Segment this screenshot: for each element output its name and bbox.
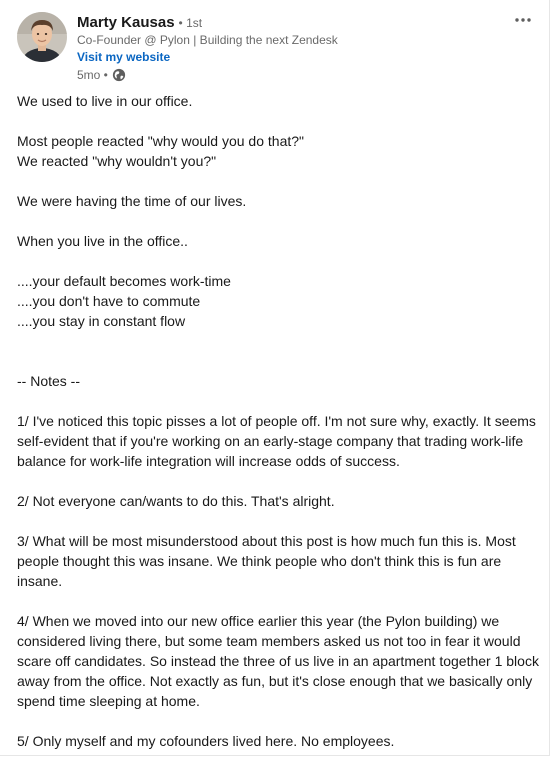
post-line: ....your default becomes work-time (17, 273, 231, 289)
notes-heading: -- Notes -- (17, 373, 80, 389)
connection-degree: • 1st (178, 16, 203, 30)
post-timestamp: 5mo • (77, 68, 108, 82)
post-timestamp-row (77, 68, 338, 82)
author-headline: Co-Founder @ Pylon | Building the next Zendesk (77, 33, 338, 47)
post-line: ....you don't have to commute (17, 293, 201, 309)
globe-icon (112, 68, 126, 82)
author-name-row (77, 14, 338, 31)
note-item: 1/ I've noticed this topic pisses a lot of people off. I'm not sure why, exactly. It seems self-evident that if you're working on an early-stage company that trading work-life balance for work-life integration will increase odds of success. (17, 413, 536, 469)
post-body (17, 91, 539, 751)
post-line: We were having the time of our lives. (17, 193, 247, 209)
more-options-icon[interactable] (509, 10, 537, 30)
avatar[interactable] (17, 12, 67, 62)
note-item: 5/ Only myself and my cofounders lived here. No employees. (17, 733, 395, 749)
note-item: 2/ Not everyone can/wants to do this. That's alright. (17, 493, 335, 509)
note-item: 3/ What will be most misunderstood about this post is how much fun this is. Most people thought this was insane. We think people who don't think this is fun are insane. (17, 533, 516, 589)
visit-website-link[interactable]: Visit my website (77, 50, 171, 64)
post-line: We reacted "why wouldn't you?" (17, 153, 217, 169)
post-line: Most people reacted "why would you do that?" (17, 133, 304, 149)
avatar-photo (17, 12, 67, 62)
post-line: ....you stay in constant flow (17, 313, 186, 329)
post-line: We used to live in our office. (17, 93, 193, 109)
post-line: When you live in the office.. (17, 233, 188, 249)
note-item: 4/ When we moved into our new office earlier this year (the Pylon building) we considered living there, but some team members asked us not too in fear it would scare off candidates. So instead the three of us live in an apartment together 1 block away from the office. Not exactly as fun, but it's close enough that we basically only spend time sleeping at home. (17, 613, 539, 709)
author-name[interactable]: Marty Kausas (77, 14, 175, 31)
post-header (17, 12, 338, 82)
author-meta (77, 14, 338, 82)
